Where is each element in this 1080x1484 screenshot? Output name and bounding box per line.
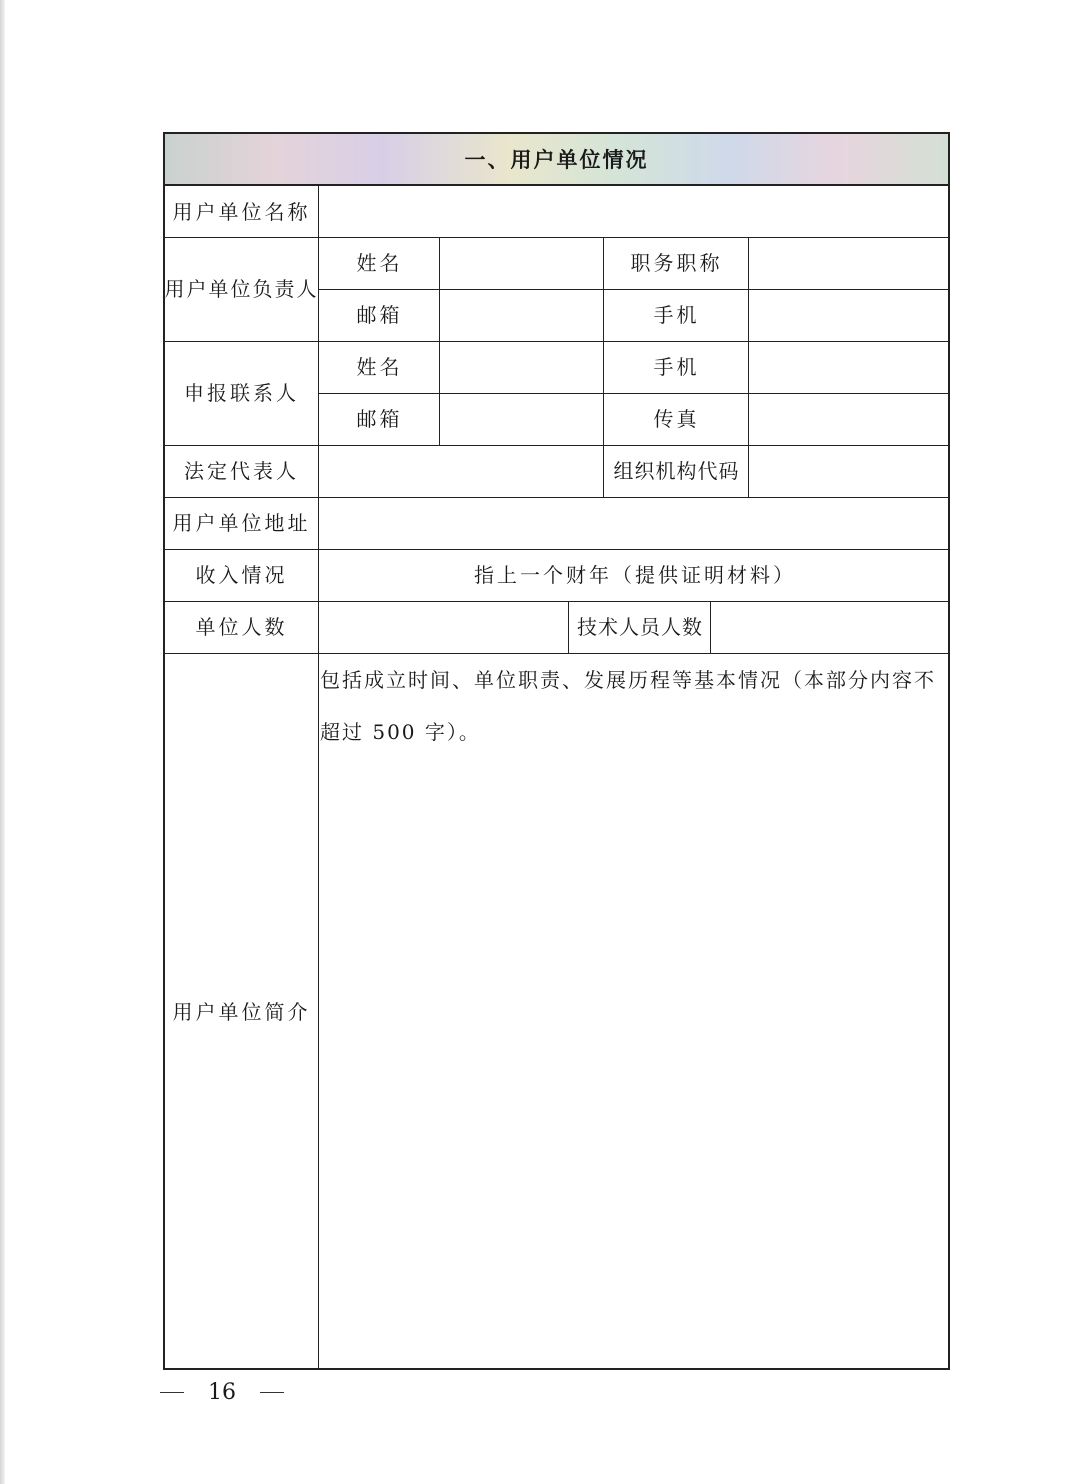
contact-fax-field[interactable] (750, 393, 950, 445)
contact-mobile-field[interactable] (750, 341, 950, 393)
page-edge (0, 0, 5, 1484)
page-footer (160, 1380, 284, 1405)
head-mobile-field[interactable] (750, 289, 950, 341)
label-head-mobile: 手机 (653, 303, 700, 327)
income-note: 指上一个财年（提供证明材料） (474, 563, 796, 587)
label-head-email: 邮箱 (356, 303, 403, 327)
label-contact-email: 邮箱 (356, 407, 403, 431)
label-tech-staff: 技术人员人数 (577, 615, 703, 639)
label-legal-rep: 法定代表人 (184, 459, 299, 483)
legal-rep-field[interactable] (320, 445, 603, 497)
page-number: 16 (208, 1380, 236, 1405)
label-head-position: 职务职称 (630, 251, 723, 275)
unit-name-field[interactable] (320, 186, 950, 237)
contact-name-field[interactable] (441, 341, 603, 393)
label-org-code: 组织机构代码 (613, 459, 740, 483)
head-position-field[interactable] (750, 237, 950, 289)
section-title (165, 134, 948, 186)
head-name-field[interactable] (441, 237, 603, 289)
label-contact: 申报联系人 (184, 381, 299, 405)
application-form-table (163, 132, 950, 1370)
label-unit-head: 用户单位负责人 (164, 277, 319, 301)
label-unit-address: 用户单位地址 (172, 511, 311, 535)
head-email-field[interactable] (441, 289, 603, 341)
footer-dash-right (260, 1392, 284, 1393)
label-contact-fax: 传真 (653, 407, 700, 431)
label-contact-mobile: 手机 (653, 355, 700, 379)
label-head-name: 姓名 (356, 251, 403, 275)
label-contact-name: 姓名 (356, 355, 403, 379)
section-title-text: 一、用户单位情况 (464, 147, 649, 172)
unit-address-field[interactable] (320, 497, 950, 549)
org-code-field[interactable] (750, 445, 950, 497)
label-unit-name: 用户单位名称 (172, 199, 311, 224)
label-income: 收入情况 (195, 563, 288, 587)
footer-dash-left (160, 1392, 184, 1393)
tech-staff-field[interactable] (712, 601, 950, 653)
label-headcount: 单位人数 (195, 615, 288, 639)
headcount-field[interactable] (320, 601, 568, 653)
label-unit-intro: 用户单位简介 (172, 999, 311, 1024)
unit-intro-field[interactable]: 包括成立时间、单位职责、发展历程等基本情况（本部分内容不超过 500 字）。 (320, 668, 936, 744)
contact-email-field[interactable] (441, 393, 603, 445)
